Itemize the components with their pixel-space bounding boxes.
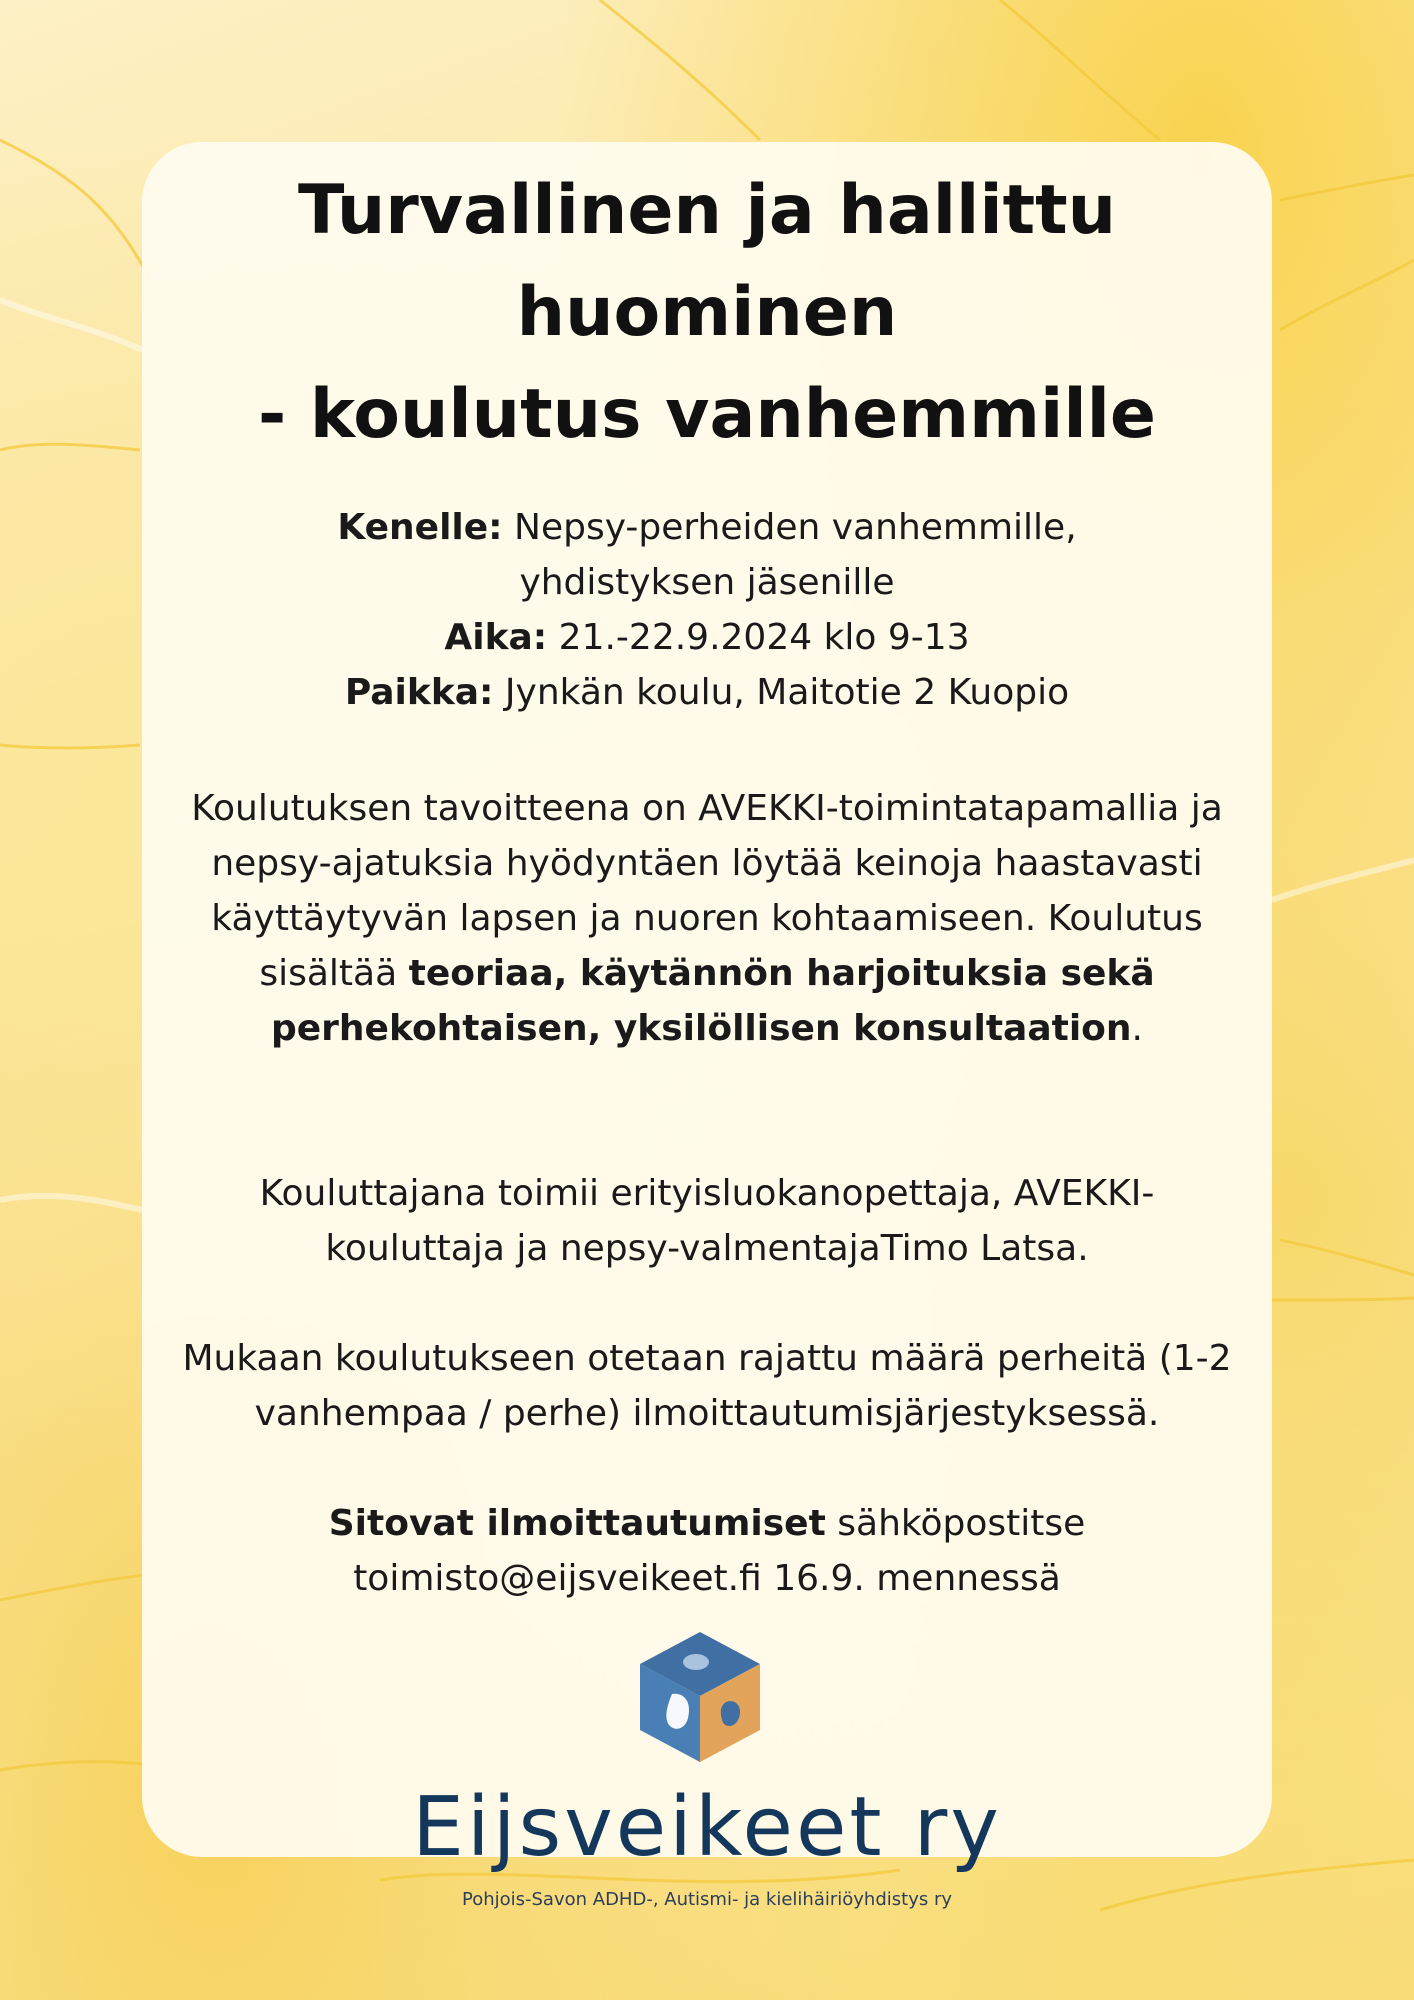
audience-label: Kenelle: [337,507,503,548]
place-value: Jynkän koulu, Maitotie 2 Kuopio [504,672,1070,713]
title-line-1: Turvallinen ja hallittu [297,171,1117,250]
limited-text: Mukaan koulutukseen otetaan rajattu määrä perheitä (1-2 vanhempaa / perhe) ilmoittautumisjärjestyksessä. [182,1338,1232,1434]
description-bold: teoriaa, käytännön harjoituksia sekä perhekohtaisen, yksilöllisen konsultaation [270,953,1155,1049]
event-info [142,500,1272,720]
limited-paragraph [170,1331,1244,1441]
registration-text: sähköpostitse toimisto@eijsveikeet.fi 16.9. mennessä [353,1503,1086,1599]
time-value: 21.-22.9.2024 klo 9-13 [558,617,970,658]
puzzle-cube-icon [636,1628,764,1766]
time-line [142,610,1272,665]
audience-value-1: Nepsy-perheiden vanhemmille, [514,507,1077,548]
audience-line [142,500,1272,555]
registration-bold: Sitovat ilmoittautumiset [328,1503,826,1544]
trainer-paragraph [170,1166,1244,1276]
logo-name: Eijsveikeet ry [412,1780,1002,1875]
description-paragraph [170,781,1244,1056]
title-line-3: - koulutus vanhemmille [257,375,1157,454]
audience-value-2: yhdistyksen jäsenille [519,562,895,603]
place-label: Paikka: [344,672,494,713]
trainer-text: Kouluttajana toimii erityisluokanopettaja, AVEKKI-kouluttaja ja nepsy-valmentajaTimo Latsa. [259,1173,1155,1269]
description-end: . [1131,1008,1143,1049]
place-line [142,665,1272,720]
time-label: Aika: [444,617,548,658]
logo-subtitle: Pohjois-Savon ADHD-, Autismi- ja kielihäiriöyhdistys ry [461,1889,953,1910]
description-text: Koulutuksen tavoitteena on AVEKKI-toimintatapamallia ja nepsy-ajatuksia hyödyntäen löytää keinoja haastavasti käyttäytyvän lapsen ja nuoren kohtaamiseen. Koulutus sisältää [191,788,1223,994]
registration-paragraph [170,1496,1244,1606]
page-title [142,160,1272,466]
title-line-2: huominen [516,273,898,352]
